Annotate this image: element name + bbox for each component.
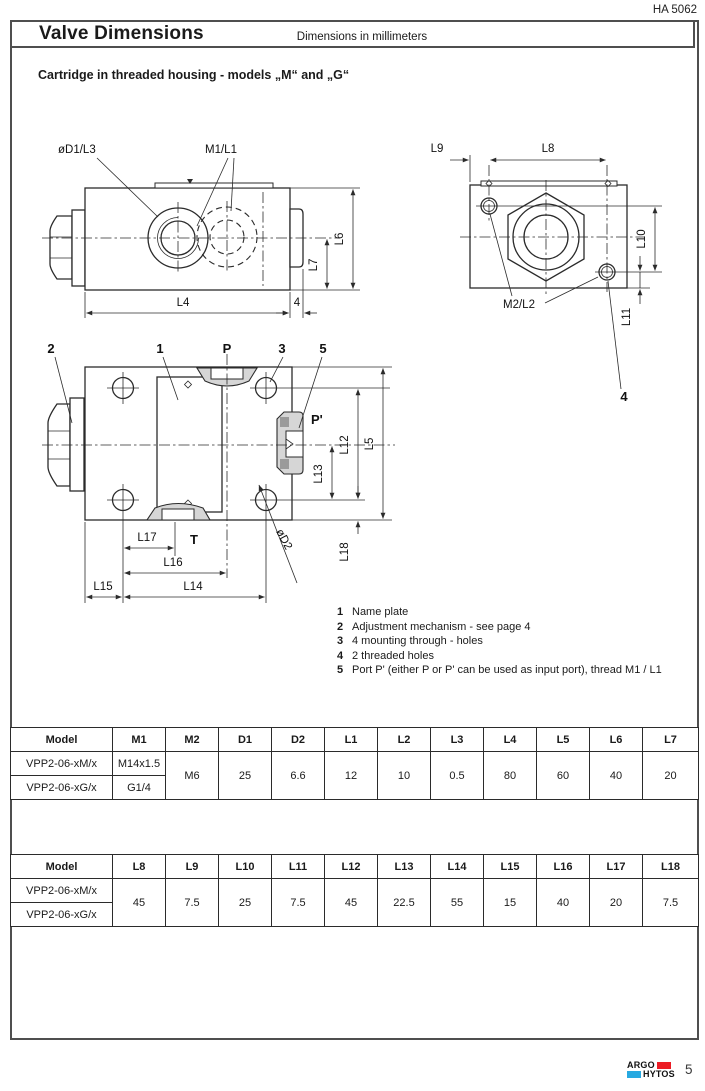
- dimensions-table-1: [10, 727, 699, 800]
- table-cell: 25: [219, 752, 272, 800]
- label-thread-m1-l1: M1/L1: [205, 144, 237, 156]
- dim-l17: L17: [137, 532, 157, 544]
- port-p-prime-label: P': [311, 412, 323, 427]
- table-cell: G1/4: [113, 776, 166, 800]
- note-item: [337, 663, 662, 678]
- model-cell: VPP2-06-xM/x: [11, 752, 113, 776]
- doc-number: HA 5062: [652, 4, 697, 16]
- table-cell: 45: [325, 879, 378, 927]
- adjustment-nut-side: [50, 216, 72, 279]
- brand-text-argo: ARGO: [627, 1060, 655, 1070]
- note-number: 3: [337, 635, 344, 648]
- dim-l5: L5: [364, 437, 376, 451]
- note-text: Adjustment mechanism - see page 4: [352, 620, 531, 633]
- label-bore-d1-l3: øD1/L3: [58, 144, 96, 156]
- page-title: Valve Dimensions: [39, 23, 204, 44]
- valve-body-side: [85, 188, 290, 290]
- table-cell: 6.6: [272, 752, 325, 800]
- table-header: L9: [166, 855, 219, 879]
- note-text: Name plate: [352, 606, 409, 618]
- table-cell: 7.5: [166, 879, 219, 927]
- page-subtitle: Dimensions in millimeters: [296, 30, 428, 43]
- brand-red-square: [657, 1062, 671, 1069]
- note-text: 4 mounting through - holes: [352, 635, 483, 648]
- table-header: L1: [325, 728, 378, 752]
- dim-l13: L13: [313, 464, 325, 484]
- table-header: D2: [272, 728, 325, 752]
- table-header: L5: [537, 728, 590, 752]
- dim-l11: L11: [621, 307, 633, 327]
- note-item: [337, 620, 662, 635]
- dim-l14: L14: [183, 581, 203, 593]
- dim-l6: L6: [334, 232, 346, 246]
- table-cell: 7.5: [643, 879, 699, 927]
- note-item: [337, 605, 662, 620]
- table-cell: 10: [378, 752, 431, 800]
- table-header: L17: [590, 855, 643, 879]
- technical-drawings: [0, 130, 705, 610]
- table-cell: 60: [537, 752, 590, 800]
- table-header-row: [11, 855, 699, 879]
- table-header: L11: [272, 855, 325, 879]
- table-header: L15: [484, 855, 537, 879]
- table-cell: 55: [431, 879, 484, 927]
- table-cell: M6: [166, 752, 219, 800]
- dim-l16: L16: [163, 557, 183, 569]
- table-header: M1: [113, 728, 166, 752]
- table-cell: 15: [484, 879, 537, 927]
- table-header: L16: [537, 855, 590, 879]
- drawing-side-view: [42, 144, 360, 318]
- section-heading: Cartridge in threaded housing - models „M“ and „G“: [38, 68, 350, 82]
- dim-l12: L12: [339, 435, 351, 455]
- dim-l18: L18: [339, 542, 351, 562]
- table-header: L8: [113, 855, 166, 879]
- table-cell: 12: [325, 752, 378, 800]
- note-item: [337, 649, 662, 664]
- callout-5: 5: [319, 341, 327, 356]
- table-cell: 40: [537, 879, 590, 927]
- drawing-end-view: [431, 143, 662, 404]
- note-number: 2: [337, 620, 344, 633]
- model-cell: VPP2-06-xM/x: [11, 879, 113, 903]
- drawing-top-view: [42, 341, 395, 603]
- table-header-row: [11, 728, 699, 752]
- table-cell: 25: [219, 879, 272, 927]
- table-header: L7: [643, 728, 699, 752]
- table-header: M2: [166, 728, 219, 752]
- table-header: Model: [11, 728, 113, 752]
- table-row: [11, 879, 699, 903]
- table-cell: 22.5: [378, 879, 431, 927]
- dim-cap-4: 4: [293, 297, 301, 309]
- table-cell: 7.5: [272, 879, 325, 927]
- title-bar: [10, 20, 695, 48]
- model-cell: VPP2-06-xG/x: [11, 776, 113, 800]
- argo-hytos-logo: [627, 1061, 675, 1079]
- table-cell: 20: [590, 879, 643, 927]
- table-cell: 45: [113, 879, 166, 927]
- page-number: 5: [685, 1062, 693, 1077]
- dim-l15: L15: [93, 581, 113, 593]
- dim-l7: L7: [308, 258, 320, 272]
- brand-cyan-square: [627, 1071, 641, 1078]
- table-cell: 20: [643, 752, 699, 800]
- table-cell: 80: [484, 752, 537, 800]
- table-cell: 0.5: [431, 752, 484, 800]
- notes-list: [337, 605, 662, 678]
- dim-d2: øD2: [273, 527, 295, 553]
- model-cell: VPP2-06-xG/x: [11, 903, 113, 927]
- table-cell: M14x1.5: [113, 752, 166, 776]
- dim-l4: L4: [176, 297, 190, 309]
- note-number: 5: [337, 664, 344, 677]
- note-number: 1: [337, 606, 344, 618]
- table-header: D1: [219, 728, 272, 752]
- table-header: L6: [590, 728, 643, 752]
- table-header: L13: [378, 855, 431, 879]
- table-header: L2: [378, 728, 431, 752]
- port-t-label: T: [190, 532, 198, 547]
- table-header: L3: [431, 728, 484, 752]
- note-text: Port P' (either P or P' can be used as input port), thread M1 / L1: [352, 664, 662, 677]
- note-text: 2 threaded holes: [352, 649, 434, 662]
- table-row: [11, 752, 699, 776]
- callout-2: 2: [47, 341, 55, 356]
- dimensions-table-2: [10, 854, 699, 927]
- brand-text-hytos: HYTOS: [643, 1069, 675, 1079]
- callout-3: 3: [278, 341, 286, 356]
- note-number: 4: [337, 649, 344, 662]
- table-header: L10: [219, 855, 272, 879]
- port-p-label: P: [222, 341, 232, 356]
- callout-1: 1: [156, 341, 164, 356]
- dim-l9: L9: [430, 143, 444, 155]
- dim-l8: L8: [541, 143, 555, 155]
- note-item: [337, 634, 662, 649]
- dim-l10: L10: [636, 229, 648, 249]
- table-header: L14: [431, 855, 484, 879]
- valve-body-top: [85, 367, 292, 520]
- table-header: L4: [484, 728, 537, 752]
- table-header: L18: [643, 855, 699, 879]
- label-m2-l2: M2/L2: [503, 299, 535, 311]
- table-cell: 40: [590, 752, 643, 800]
- table-header: Model: [11, 855, 113, 879]
- callout-4: 4: [620, 389, 628, 404]
- table-header: L12: [325, 855, 378, 879]
